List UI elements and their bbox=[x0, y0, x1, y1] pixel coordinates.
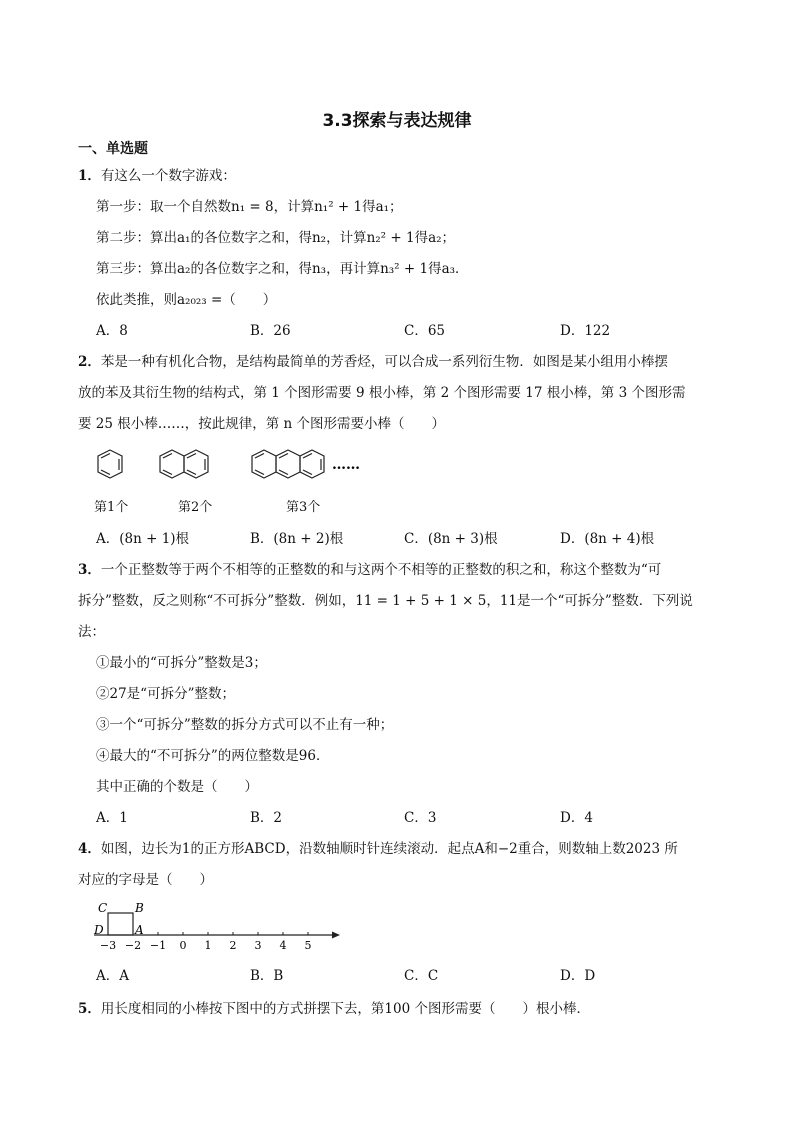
question-2-option-b[interactable]: B．(8n + 2)根 bbox=[250, 531, 344, 547]
vertex-label-d: D bbox=[94, 923, 104, 937]
figure-label-1: 第1个 bbox=[94, 500, 129, 515]
question-1-step-1: 第一步：取一个自然数n₁ = 8，计算n₁² + 1得a₁； bbox=[96, 199, 403, 215]
question-2-option-a[interactable]: A．(8n + 1)根 bbox=[96, 531, 190, 547]
figure-label-3: 第3个 bbox=[286, 500, 321, 515]
axis-tick-label: 4 bbox=[279, 939, 287, 952]
page-title: 3.3探索与表达规律 bbox=[322, 111, 472, 131]
axis-tick-label: −2 bbox=[124, 939, 142, 952]
question-1-ask: 依此类推，则a₂₀₂₃ =（ ） bbox=[96, 292, 277, 308]
figure-label-2: 第2个 bbox=[178, 500, 213, 515]
question-3-line-1: 3．一个正整数等于两个不相等的正整数的和与这两个不相等的正整数的积之和，称这个整数为“可 bbox=[78, 562, 662, 578]
question-4-option-b[interactable]: B．B bbox=[250, 968, 284, 984]
question-4-option-a[interactable]: A．A bbox=[96, 968, 129, 984]
question-number: 1． bbox=[78, 168, 101, 184]
vertex-label-c: C bbox=[98, 901, 108, 915]
question-1-step-2: 第二步：算出a₁的各位数字之和，得n₂，计算n₂² + 1得a₂； bbox=[96, 230, 456, 246]
section-heading: 一、单选题 bbox=[78, 141, 148, 157]
axis-tick-label: 5 bbox=[304, 939, 312, 952]
question-3-statement-2: ②27是“可拆分”整数； bbox=[96, 686, 235, 702]
axis-tick-label: −3 bbox=[99, 939, 117, 952]
question-3-ask: 其中正确的个数是（ ） bbox=[96, 779, 258, 795]
question-3-statement-1: ①最小的“可拆分”整数是3； bbox=[96, 655, 267, 671]
vertex-label-b: B bbox=[135, 901, 144, 915]
axis-tick-label: 1 bbox=[204, 939, 212, 952]
question-4-option-c[interactable]: C．C bbox=[404, 968, 439, 984]
benzene-figure bbox=[88, 446, 408, 492]
question-3-option-c[interactable]: C．3 bbox=[404, 810, 437, 826]
question-1-stem: 1．有这么一个数字游戏： bbox=[78, 168, 236, 184]
arrow-head-icon bbox=[332, 932, 340, 939]
axis-tick-label: 0 bbox=[179, 939, 187, 952]
question-4-line-1: 4．如图，边长为1的正方形ABCD，沿数轴顺时针连续滚动．起点A和−2重合，则数轴上数2023 所 bbox=[78, 841, 678, 857]
question-1-option-b[interactable]: B．26 bbox=[250, 323, 291, 339]
question-1-option-c[interactable]: C．65 bbox=[404, 323, 446, 339]
question-1-option-a[interactable]: A．8 bbox=[96, 323, 128, 339]
continuation-dots: …… bbox=[332, 457, 360, 473]
question-2-line-1: 2．苯是一种有机化合物，是结构最简单的芳香烃，可以合成一系列衍生物．如图是某小组用小棒摆 bbox=[78, 354, 668, 370]
number-line-figure bbox=[88, 898, 348, 958]
question-2-option-d[interactable]: D．(8n + 4)根 bbox=[560, 531, 655, 547]
square-abcd bbox=[108, 913, 133, 935]
question-number: 5． bbox=[78, 1001, 101, 1017]
benzene-ring-1 bbox=[98, 450, 122, 478]
question-4-line-2: 对应的字母是（ ） bbox=[78, 872, 213, 888]
question-2-line-3: 要 25 根小棒……，按此规律，第 n 个图形需要小棒（ ） bbox=[78, 416, 446, 432]
question-3-line-3: 法： bbox=[78, 624, 105, 640]
question-3-option-b[interactable]: B．2 bbox=[250, 810, 283, 826]
axis-tick-label: −1 bbox=[149, 939, 167, 952]
question-3-statement-3: ③一个“可拆分”整数的拆分方式可以不止有一种； bbox=[96, 717, 394, 733]
question-number: 3． bbox=[78, 562, 101, 578]
question-1-step-3: 第三步：算出a₂的各位数字之和，得n₃，再计算n₃² + 1得a₃． bbox=[96, 261, 469, 277]
vertex-label-a: A bbox=[135, 923, 144, 937]
axis-tick-label: 2 bbox=[229, 939, 237, 952]
question-number: 4． bbox=[78, 841, 101, 857]
question-2-line-2: 放的苯及其衍生物的结构式，第 1 个图形需要 9 根小棒，第 2 个图形需要 17 根小棒，第 3 个图形需 bbox=[78, 385, 686, 401]
question-3-option-d[interactable]: D．4 bbox=[560, 810, 593, 826]
question-2-option-c[interactable]: C．(8n + 3)根 bbox=[404, 531, 498, 547]
question-1-option-d[interactable]: D．122 bbox=[560, 323, 611, 339]
anthracene-rings bbox=[252, 450, 324, 478]
question-5-line-1: 5．用长度相同的小棒按下图中的方式拼摆下去，第100 个图形需要（ ）根小棒． bbox=[78, 1001, 590, 1017]
question-3-option-a[interactable]: A．1 bbox=[96, 810, 128, 826]
axis-tick-label: 3 bbox=[254, 939, 262, 952]
question-3-line-2: 拆分”整数，反之则称“不可拆分”整数．例如，11 = 1 + 5 + 1 × 5，11是一个“可拆分”整数．下列说 bbox=[78, 593, 693, 609]
question-4-option-d[interactable]: D．D bbox=[560, 968, 596, 984]
naphthalene-rings bbox=[160, 450, 208, 478]
question-3-statement-4: ④最大的“不可拆分”的两位整数是96． bbox=[96, 748, 330, 764]
question-number: 2． bbox=[78, 354, 101, 370]
